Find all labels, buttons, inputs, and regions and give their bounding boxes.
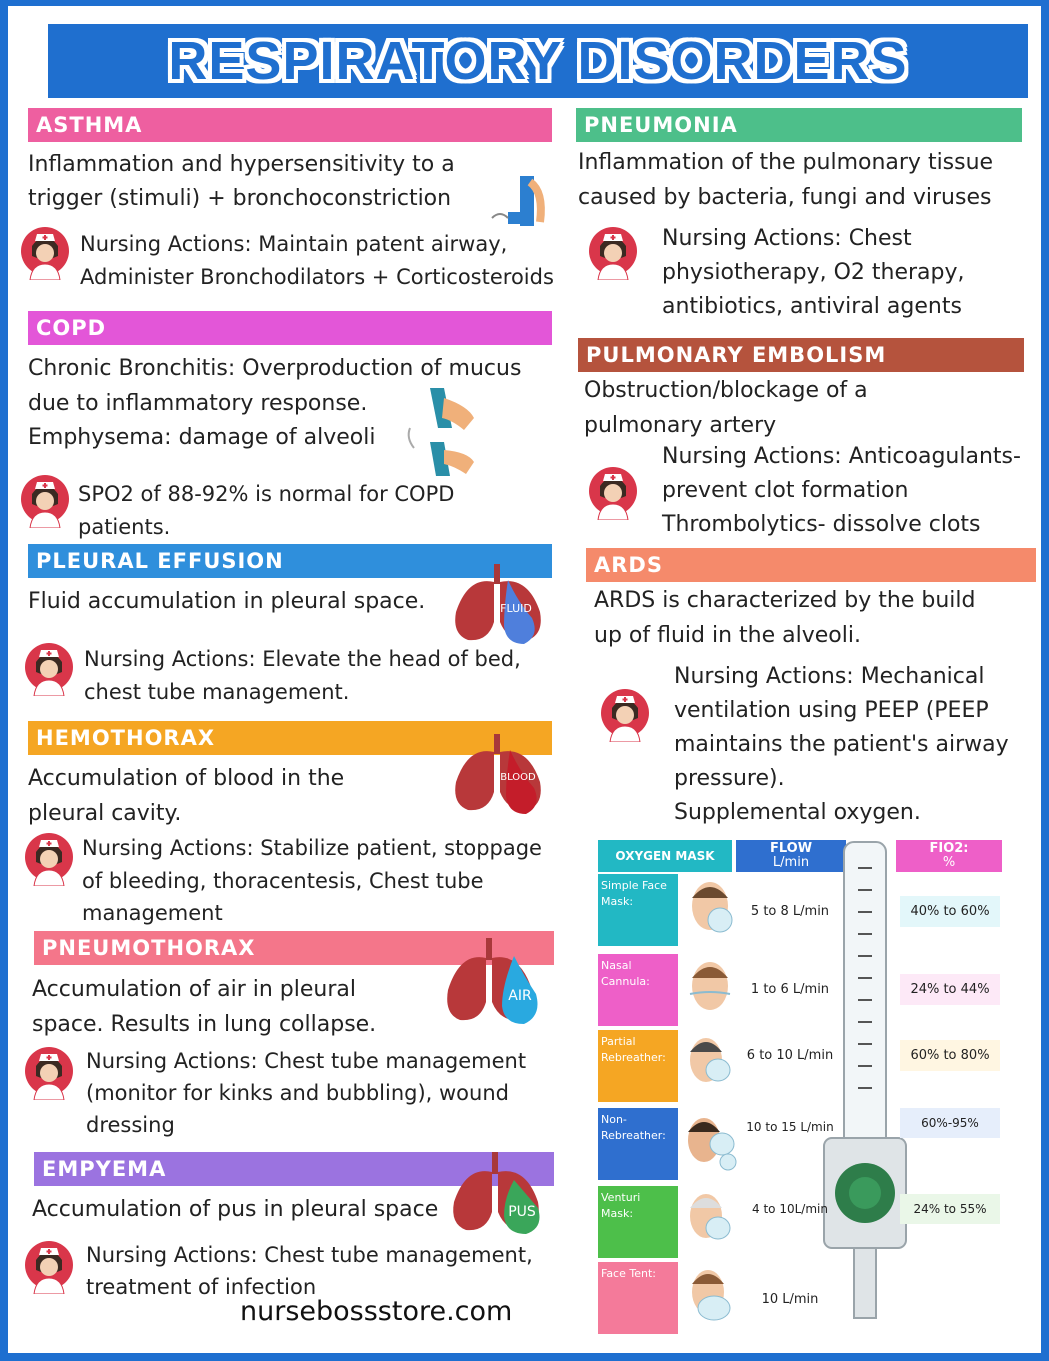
ards-desc-2: up of fluid in the alveoli. (594, 623, 861, 648)
oxygen-row-flow: 10 to 15 L/min (746, 1120, 834, 1134)
pe-nursing-3: Thrombolytics- dissolve clots (662, 512, 981, 537)
copd-desc-2: due to inflammatory response. (28, 391, 368, 416)
hemothorax-nursing-2: of bleeding, thoracentesis, Chest tube (82, 869, 484, 893)
copd-header: COPD (28, 311, 552, 345)
oxygen-row-flow: 1 to 6 L/min (750, 982, 830, 997)
pe-desc-2: pulmonary artery (584, 413, 777, 438)
nurse-avatar-icon (588, 466, 638, 520)
patient-venturi-mask-icon (680, 1186, 740, 1250)
ards-nursing-3: maintains the patient's airway (674, 732, 1009, 757)
lung-air-icon (440, 936, 544, 1028)
fio2-header (896, 840, 1002, 872)
oxygen-row-name: Partial Rebreather: (598, 1030, 678, 1102)
pneumonia-nursing-3: antibiotics, antiviral agents (662, 294, 962, 319)
oxygen-row-name: Nasal Cannula: (598, 954, 678, 1026)
flow-header-label: FLOW (769, 841, 813, 856)
ards-header: ARDS (586, 548, 1036, 582)
flow-header-unit: L/min (772, 855, 810, 870)
page-title: RESPIRATORY DISORDERS (168, 31, 908, 91)
lung-blood-icon (448, 732, 548, 816)
oxygen-row-name: Simple Face Mask: (598, 874, 678, 946)
nurse-avatar-icon (24, 642, 74, 696)
lung-label: PUS (508, 1204, 536, 1220)
pleural-effusion-header: PLEURAL EFFUSION (28, 544, 552, 578)
oxygen-row-fio2: 24% to 44% (900, 974, 1000, 1005)
fio2-header-label: FIO2: (929, 841, 969, 856)
empyema-desc-1: Accumulation of pus in pleural space (32, 1197, 439, 1222)
lung-label: FLUID (500, 602, 532, 615)
pneumothorax-nursing-1: Nursing Actions: Chest tube management (86, 1049, 527, 1073)
ards-nursing-5: Supplemental oxygen. (674, 800, 921, 825)
hemothorax-nursing-3: management (82, 901, 223, 925)
patient-nasal-cannula-icon (680, 954, 740, 1018)
copd-desc-1: Chronic Bronchitis: Overproduction of mucus (28, 356, 522, 381)
oxygen-mask-header: OXYGEN MASK (598, 840, 732, 872)
nurse-avatar-icon (588, 226, 638, 280)
oxygen-row-name: Face Tent: (598, 1262, 678, 1334)
ards-nursing-2: ventilation using PEEP (PEEP (674, 698, 989, 723)
patient-face-mask-icon (680, 876, 740, 940)
copd-nursing-1: SPO2 of 88-92% is normal for COPD (78, 482, 455, 506)
pleural-desc-1: Fluid accumulation in pleural space. (28, 589, 426, 614)
pneumonia-header: PNEUMONIA (576, 108, 1022, 142)
asthma-nursing-2: Administer Bronchodilators + Corticosteroids (80, 265, 554, 289)
hemothorax-nursing-1: Nursing Actions: Stabilize patient, stoppage (82, 836, 542, 860)
pe-nursing-1: Nursing Actions: Anticoagulants- (662, 444, 1021, 469)
nurse-avatar-icon (24, 832, 74, 886)
oxygen-row-fio2: 40% to 60% (900, 896, 1000, 927)
pe-desc-1: Obstruction/blockage of a (584, 378, 868, 403)
pneumonia-desc-1: Inflammation of the pulmonary tissue (578, 150, 994, 175)
lung-label: AIR (508, 988, 532, 1004)
pleural-nursing-2: chest tube management. (84, 680, 350, 704)
asthma-header: ASTHMA (28, 108, 552, 142)
oxygen-row-fio2: 24% to 55% (900, 1194, 1000, 1224)
ards-nursing-1: Nursing Actions: Mechanical (674, 664, 985, 689)
inhaler-hands-icon (400, 378, 480, 482)
pneumonia-nursing-2: physiotherapy, O2 therapy, (662, 260, 965, 285)
nurse-avatar-icon (20, 226, 70, 280)
nurse-avatar-icon (600, 688, 650, 742)
pneumothorax-header: PNEUMOTHORAX (34, 931, 554, 965)
empyema-header: EMPYEMA (34, 1152, 554, 1186)
oxygen-row-name: Non-Rebreather: (598, 1108, 678, 1180)
oxygen-row-flow: 4 to 10L/min (752, 1202, 828, 1216)
pneumothorax-desc-2: space. Results in lung collapse. (32, 1012, 377, 1037)
ards-desc-1: ARDS is characterized by the build (594, 588, 976, 613)
pneumothorax-nursing-2: (monitor for kinks and bubbling), wound (86, 1081, 509, 1105)
nurse-avatar-icon (24, 1240, 74, 1294)
footer-website: nursebossstore.com (240, 1296, 513, 1327)
oxygen-row-flow: 10 L/min (761, 1292, 819, 1307)
pneumonia-desc-2: caused by bacteria, fungi and viruses (578, 185, 992, 210)
lung-fluid-icon (448, 562, 548, 646)
patient-non-rebreather-icon (680, 1108, 740, 1172)
lung-pus-icon (446, 1150, 546, 1236)
pe-nursing-2: prevent clot formation (662, 478, 909, 503)
patient-partial-rebreather-icon (680, 1030, 740, 1094)
asthma-desc-2: trigger (stimuli) + bronchoconstriction (28, 186, 452, 211)
oxygen-row-name: Venturi Mask: (598, 1186, 678, 1258)
lung-label: BLOOD (500, 772, 536, 783)
ards-nursing-4: pressure). (674, 766, 785, 791)
hemothorax-desc-1: Accumulation of blood in the (28, 766, 345, 791)
oxygen-row-fio2: 60%-95% (900, 1108, 1000, 1138)
hemothorax-desc-2: pleural cavity. (28, 801, 182, 826)
oxygen-row-flow: 6 to 10 L/min (746, 1048, 834, 1063)
empyema-nursing-1: Nursing Actions: Chest tube management, (86, 1243, 533, 1267)
pulmonary-embolism-header: PULMONARY EMBOLISM (578, 338, 1024, 372)
copd-desc-3: Emphysema: damage of alveoli (28, 425, 376, 450)
pneumothorax-desc-1: Accumulation of air in pleural (32, 977, 356, 1002)
asthma-nursing-1: Nursing Actions: Maintain patent airway, (80, 232, 508, 256)
hemothorax-header: HEMOTHORAX (28, 721, 552, 755)
pleural-nursing-1: Nursing Actions: Elevate the head of bed, (84, 647, 521, 671)
copd-nursing-2: patients. (78, 515, 171, 539)
nurse-avatar-icon (20, 474, 70, 528)
oxygen-row-flow: 5 to 8 L/min (750, 904, 830, 919)
nurse-avatar-icon (24, 1046, 74, 1100)
oxygen-row-fio2: 60% to 80% (900, 1040, 1000, 1071)
patient-face-tent-icon (680, 1262, 740, 1326)
fio2-header-unit: % (942, 855, 956, 870)
pneumonia-nursing-1: Nursing Actions: Chest (662, 226, 912, 251)
empyema-nursing-2: treatment of infection (86, 1275, 317, 1299)
pneumothorax-nursing-3: dressing (86, 1113, 175, 1137)
asthma-desc-1: Inflammation and hypersensitivity to a (28, 152, 455, 177)
